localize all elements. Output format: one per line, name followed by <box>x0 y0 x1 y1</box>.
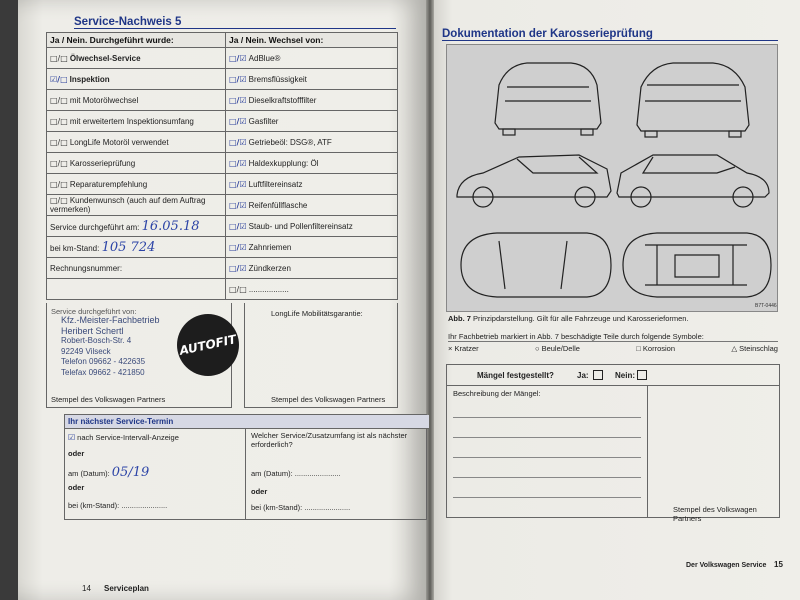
oder-3: oder <box>251 487 268 496</box>
col2-item <box>226 237 398 258</box>
col1-item <box>47 174 226 195</box>
ja-label: Ja: <box>577 371 589 380</box>
checkbox-icon[interactable]: □/☑ <box>229 116 247 126</box>
next-date-value: 05/19 <box>111 465 150 480</box>
col1-header: Ja / Nein. Durchgeführt wurde: <box>47 33 226 48</box>
col1-item <box>47 111 226 132</box>
page-number-left: 14 <box>82 584 91 593</box>
checkbox-icon[interactable]: □/☑ <box>229 263 247 273</box>
checkbox-icon[interactable]: □/□ <box>50 116 68 126</box>
checkbox-icon[interactable]: □/□ <box>50 158 68 168</box>
col1-item <box>47 90 226 111</box>
page-title-left: Service-Nachweis 5 <box>74 16 396 29</box>
col2-header: Ja / Nein. Wechsel von: <box>226 33 398 48</box>
checkbox-icon[interactable]: □/□ <box>50 179 68 189</box>
checkbox-icon[interactable]: □/□ <box>50 53 68 63</box>
checkbox-icon[interactable]: □/□ <box>229 284 247 294</box>
col2-item-label: Luftfiltereinsatz <box>248 179 303 189</box>
table-row <box>47 237 398 258</box>
table-row <box>47 216 398 237</box>
stamp-line: Kfz.-Meister-Fachbetrieb <box>61 315 160 325</box>
col2-item <box>226 279 398 300</box>
col2-item <box>226 48 398 69</box>
oder-2: oder <box>68 483 85 492</box>
col1-item <box>47 153 226 174</box>
service-date-value: 16.05.18 <box>141 218 200 234</box>
col2-item <box>226 174 398 195</box>
checkbox-icon[interactable]: □/☑ <box>229 242 247 252</box>
table-row <box>47 132 398 153</box>
stamp-box-right <box>244 303 398 408</box>
damage-symbol: × Kratzer <box>448 344 479 353</box>
footer-name-right: Der Volkswagen Service <box>686 562 767 569</box>
ja-checkbox[interactable] <box>593 370 603 380</box>
table-row <box>47 195 398 216</box>
svg-text:B7T-0446: B7T-0446 <box>755 303 777 309</box>
table-row <box>47 69 398 90</box>
checkbox-icon[interactable]: □/☑ <box>229 95 247 105</box>
km-value: 105 724 <box>101 239 156 255</box>
col2-item-label: AdBlue® <box>248 53 281 63</box>
col2-item-label: Dieselkraftstofffilter <box>248 95 317 105</box>
col2-item <box>226 111 398 132</box>
checkbox-icon[interactable]: □/☑ <box>229 200 247 210</box>
am-datum-label: am (Datum): <box>68 469 110 478</box>
table-row <box>47 153 398 174</box>
invoice-label: Rechnungsnummer: <box>50 263 123 273</box>
stamp-line: 92249 Vilseck <box>61 346 111 356</box>
page-name-left: Serviceplan <box>104 584 149 593</box>
col1-item <box>47 69 226 90</box>
am-datum-label-2: am (Datum): <box>251 469 293 478</box>
col2-item <box>226 258 398 279</box>
car-outlines <box>447 45 777 311</box>
checkbox-icon[interactable]: □/☑ <box>229 221 247 231</box>
col2-item-label: Gasfilter <box>248 116 279 126</box>
page-title-right: Dokumentation der Karosserieprüfung <box>442 28 778 41</box>
service-date-label: Service durchgeführt am: <box>50 222 140 232</box>
col1-item <box>47 132 226 153</box>
stamp-line: Heribert Schertl <box>61 325 124 336</box>
col1-item-label: Ölwechsel-Service <box>69 53 141 63</box>
col2-item-label: .................. <box>248 284 289 294</box>
checkbox-icon[interactable]: □/☑ <box>229 179 247 189</box>
checkbox-icon[interactable]: □/☑ <box>229 74 247 84</box>
invoice-cell <box>47 258 226 279</box>
book-gutter <box>426 0 434 600</box>
col2-item <box>226 69 398 90</box>
bei-km-label: bei (km-Stand): <box>68 501 120 510</box>
damage-symbol: △ Steinschlag <box>731 344 778 353</box>
page-number-right: 15 <box>774 560 783 569</box>
col1-item-label: Inspektion <box>69 74 110 84</box>
col2-item-label: Zündkerzen <box>248 263 291 273</box>
col1-item-label: Karosserieprüfung <box>69 158 136 168</box>
stamp-line: Robert-Bosch-Str. 4 <box>61 336 132 345</box>
col1-item <box>47 195 226 216</box>
damage-symbol: □ Korrosion <box>636 344 675 353</box>
km-cell <box>47 237 226 258</box>
maengel-label: Mängel festgestellt? <box>477 371 554 380</box>
table-row <box>47 279 398 300</box>
nein-checkbox[interactable] <box>637 370 647 380</box>
autofit-logo: AUTOFIT <box>177 314 239 376</box>
col1-item-label: mit erweitertem Inspektionsumfang <box>69 116 194 126</box>
maengel-box <box>446 364 780 523</box>
col2-item-label: Staub- und Pollenfiltereinsatz <box>248 221 353 231</box>
checkbox-icon[interactable]: ☑/□ <box>50 74 68 84</box>
checkbox-icon[interactable]: □/☑ <box>229 137 247 147</box>
damage-symbol: ○ Beule/Delle <box>534 344 580 353</box>
col1-item <box>47 48 226 69</box>
oder-1: oder <box>68 449 85 458</box>
col2-item <box>226 90 398 111</box>
stamp-label: Service durchgeführt von: <box>51 307 137 316</box>
empty-cell <box>47 279 226 300</box>
col2-item <box>226 216 398 237</box>
table-row <box>47 90 398 111</box>
table-row <box>47 48 398 69</box>
stamp-vw-1: Stempel des Volkswagen Partners <box>51 395 166 404</box>
stempel-label-right: Stempel des Volkswagen Partners <box>673 505 757 523</box>
table-row <box>47 111 398 132</box>
checkbox-icon[interactable]: □/□ <box>50 196 68 205</box>
col2-item <box>226 132 398 153</box>
col2-item-label: Bremsflüssigkeit <box>248 74 307 84</box>
longlife-label: LongLife Mobilitätsgarantie: <box>271 309 363 318</box>
abb-text: Prinzipdarstellung. Gilt für alle Fahrzeuge und Karosserieformen. <box>473 314 689 323</box>
service-date-cell <box>47 216 226 237</box>
col2-item <box>226 153 398 174</box>
next-service-title: Ihr nächster Service-Termin <box>65 415 429 429</box>
table-row <box>47 174 398 195</box>
service-table <box>46 32 398 300</box>
nein-label: Nein: <box>615 371 635 380</box>
col2-item <box>226 195 398 216</box>
bei-km-label-2: bei (km-Stand): <box>251 503 303 512</box>
checkbox-icon[interactable]: □/☑ <box>229 158 247 168</box>
next-interval: nach Service-Intervall-Anzeige <box>77 433 179 442</box>
km-label: bei km-Stand: <box>50 243 100 253</box>
stamp-line: Telefon 09662 - 422635 <box>61 357 146 366</box>
col1-item-label: Kundenwunsch (auch auf dem Auftrag vermerken) <box>50 196 206 214</box>
beschreibung-label: Beschreibung der Mängel: <box>453 389 541 398</box>
stamp-vw-2: Stempel des Volkswagen Partners <box>271 395 386 404</box>
stamp-line: Telefax 09662 - 421850 <box>61 367 145 377</box>
col2-item-label: Zahnriemen <box>248 242 292 252</box>
welcher-label: Welcher Service/Zusatzumfang ist als nächster erforderlich? <box>251 431 408 449</box>
abb-label: Abb. 7 <box>448 314 471 323</box>
checkbox-icon[interactable]: □/□ <box>50 95 68 105</box>
checkbox-icon[interactable]: □/☑ <box>229 53 247 63</box>
body-diagram <box>446 44 778 312</box>
table-row <box>47 258 398 279</box>
col2-item-label: Getriebeöl: DSG®, ATF <box>248 137 332 147</box>
col1-item-label: mit Motorölwechsel <box>69 95 139 105</box>
checkbox-icon[interactable]: □/□ <box>50 137 68 147</box>
col1-item-label: Reparaturempfehlung <box>69 179 148 189</box>
col2-item-label: Haldexkupplung: Öl <box>248 158 319 168</box>
symbols-hint: Ihr Fachbetrieb markiert in Abb. 7 beschädigte Teile durch folgende Symbole: <box>448 332 778 342</box>
col1-item-label: LongLife Motoröl verwendet <box>69 137 169 147</box>
next-service-box: Ihr nächster Service-Termin ☑ nach Service-Intervall-Anzeige oder am (Datum): 05/19 oder bei (km-Stand): ...................... Welcher Service/Zusatzumfang ist als nächster erforderlich? am (Datum): ...................... oder bei (km-Stand): ...................... <box>64 414 427 520</box>
col2-item-label: Reifenfüllflasche <box>248 200 308 210</box>
